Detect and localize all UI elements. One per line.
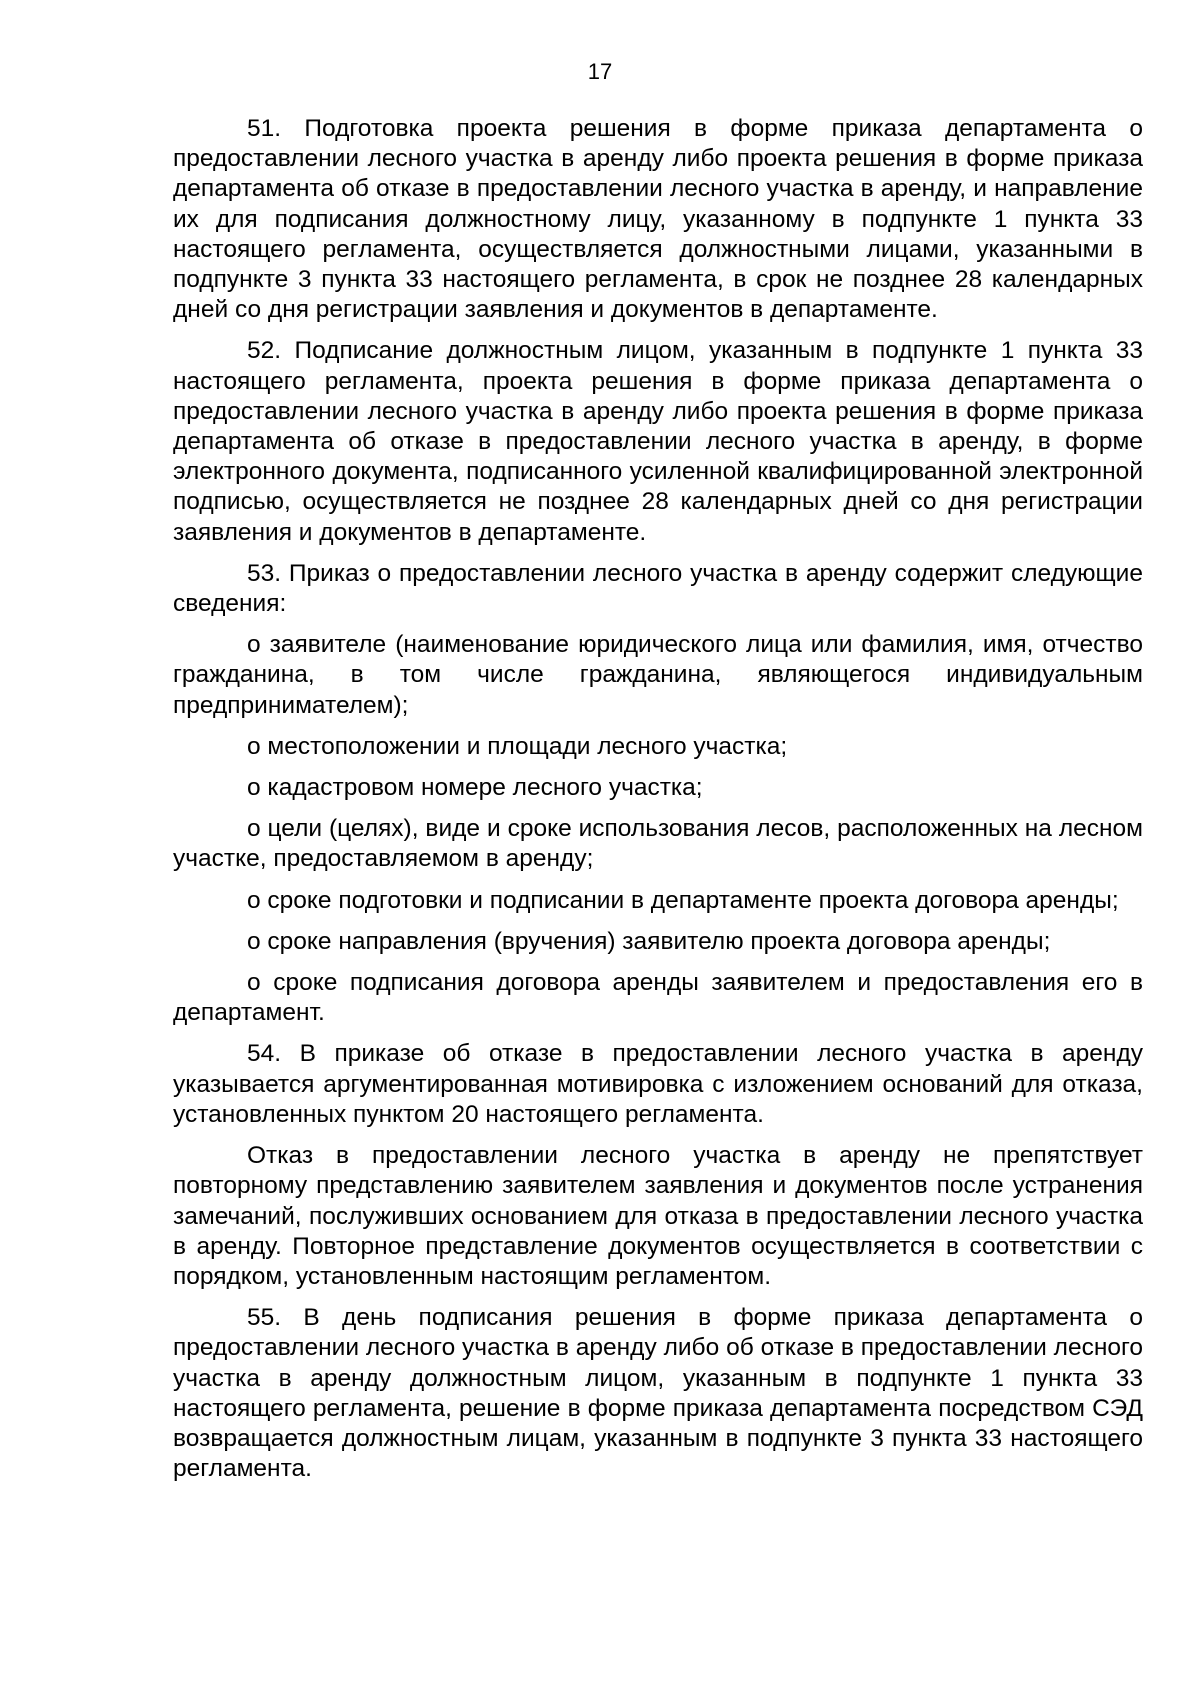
paragraph-55: 55. В день подписания решения в форме приказа департамента о предоставлении лесного участка в аренду либо об отказе в предоставлении лесного участка в аренду должностным лицом, указанным в подпункте 1 пункта 33 настоящего регламента, решение в форме приказа департамента посредством СЭД возвращается должностным лицам, указанным в подпункте 3 пункта 33 настоящего регламента. [173, 1304, 1143, 1483]
list-item-applicant: о заявителе (наименование юридического лица или фамилия, имя, отчество гражданина, в том числе гражданина, являющегося индивидуальным предпринимателем); [173, 631, 1143, 719]
paragraph-54: 54. В приказе об отказе в предоставлении лесного участка в аренду указывается аргументированная мотивировка с изложением оснований для отказа, установленных пунктом 20 настоящего регламента. [173, 1040, 1143, 1128]
paragraph-refusal: Отказ в предоставлении лесного участка в аренду не препятствует повторному представлению заявителем заявления и документов после устранения замечаний, послуживших основанием для отказа в предоставлении лесного участка в аренду. Повторное представление документов осуществляется в соответствии с порядком, установленным настоящим регламентом. [173, 1142, 1143, 1290]
list-item-preparation-term: о сроке подготовки и подписании в департаменте проекта договора аренды; [247, 886, 1119, 914]
list-item-delivery-term: о сроке направления (вручения) заявителю проекта договора аренды; [247, 927, 1051, 955]
list-item-signing-term: о сроке подписания договора аренды заявителем и предоставления его в департамент. [173, 969, 1143, 1027]
list-item-location: о местоположении и площади лесного участка; [247, 732, 788, 760]
page-number: 17 [587, 59, 613, 84]
document-body [173, 114, 1143, 1495]
list-item-purpose: о цели (целях), виде и сроке использования лесов, расположенных на лесном участке, предоставляемом в аренду; [173, 815, 1143, 873]
list-item-cadastral-number: о кадастровом номере лесного участка; [247, 774, 703, 802]
paragraph-52: 52. Подписание должностным лицом, указанным в подпункте 1 пункта 33 настоящего регламента, проекта решения в форме приказа департамента о предоставлении лесного участка в аренду либо проекта решения в форме приказа департамента об отказе в предоставлении лесного участка в аренду, в форме электронного документа, подписанного усиленной квалифицированной электронной подписью, осуществляется не позднее 28 календарных дней со дня регистрации заявления и документов в департаменте. [173, 337, 1143, 546]
paragraph-53: 53. Приказ о предоставлении лесного участка в аренду содержит следующие сведения: [173, 559, 1143, 618]
paragraph-51: 51. Подготовка проекта решения в форме приказа департамента о предоставлении лесного участка в аренду либо проекта решения в форме приказа департамента об отказе в предоставлении лесного участка в аренду, и направление их для подписания должностному лицу, указанному в подпункте 1 пункта 33 настоящего регламента, осуществляется должностными лицами, указанными в подпункте 3 пункта 33 настоящего регламента, в срок не позднее 28 календарных дней со дня регистрации заявления и документов в департаменте. [173, 115, 1143, 324]
